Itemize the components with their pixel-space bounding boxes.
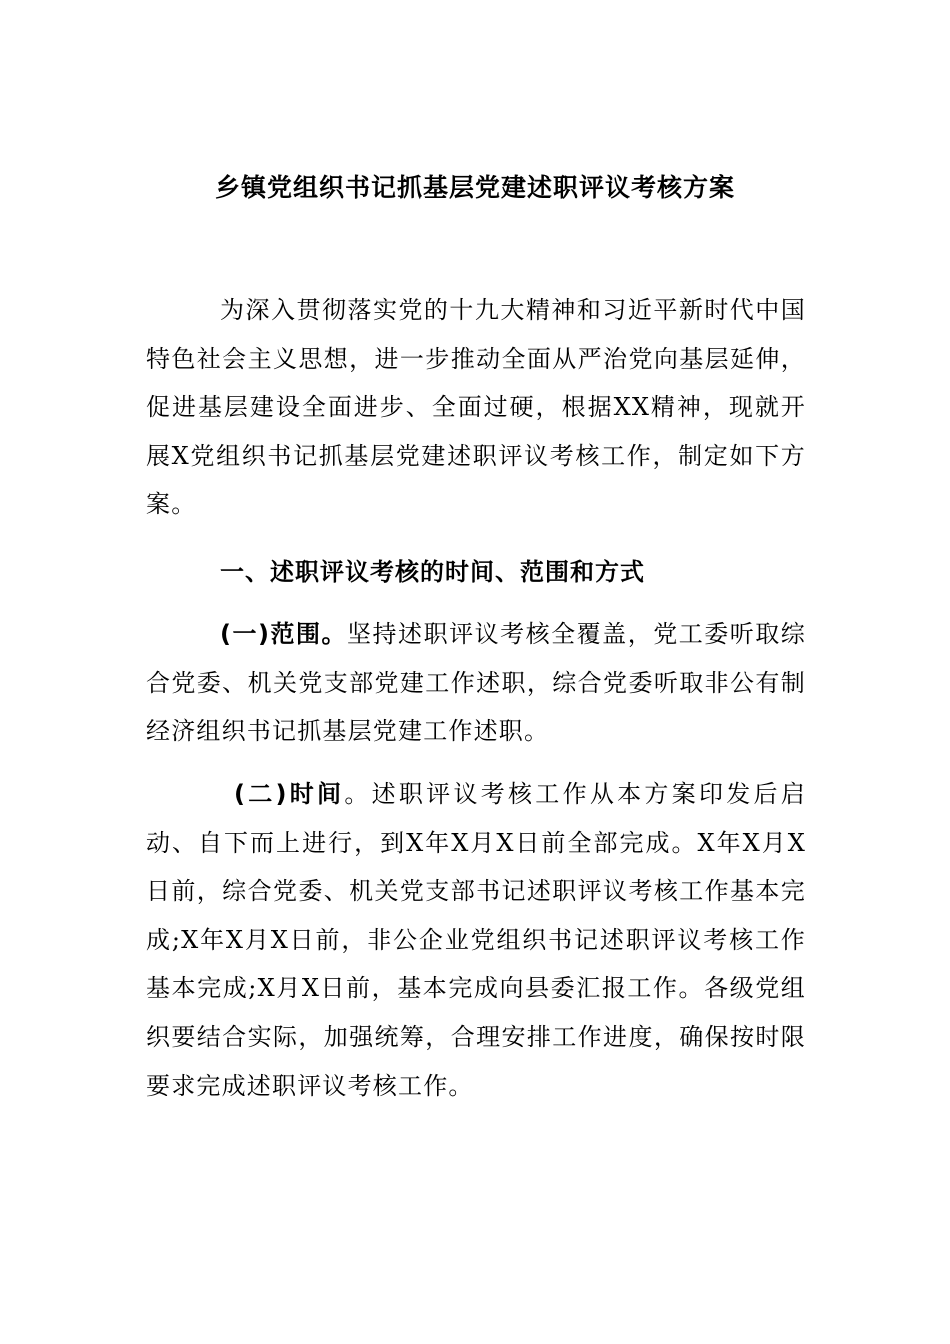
time-text: 。述职评议考核工作从本方案印发后启动、自下而上进行，到X年X月X日前全部完成。X年X月X日前，综合党委、机关党支部书记述职评议考核工作基本完成;X年X月X日前，非公企业党组织书记述职评议考核工作基本完成;X月X日前，基本完成向县委汇报工作。各级党组织要结合实际，加强统筹，合理安排工作进度，确保按时限要求完成述职评议考核工作。 [146,780,807,1100]
time-label: (二)时间 [234,780,345,808]
section-heading: 一、述职评议考核的时间、范围和方式 [220,558,645,586]
scope-text: 坚持述职评议考核全覆盖，党工委听取综合党委、机关党支部党建工作述职，综合党委听取非公有制经济组织书记抓基层党建工作述职。 [146,620,806,746]
document-title: 乡镇党组织书记抓基层党建述职评议考核方案 [214,173,735,202]
time-paragraph [146,770,806,1110]
scope-label: (一)范围。 [220,620,348,648]
scope-paragraph [146,610,806,756]
intro-paragraph: 为深入贯彻落实党的十九大精神和习近平新时代中国特色社会主义思想，进一步推动全面从严治党向基层延伸，促进基层建设全面进步、全面过硬，根据XX精神，现就开展X党组织书记抓基层党建述职评议考核工作，制定如下方案。 [146,296,806,519]
